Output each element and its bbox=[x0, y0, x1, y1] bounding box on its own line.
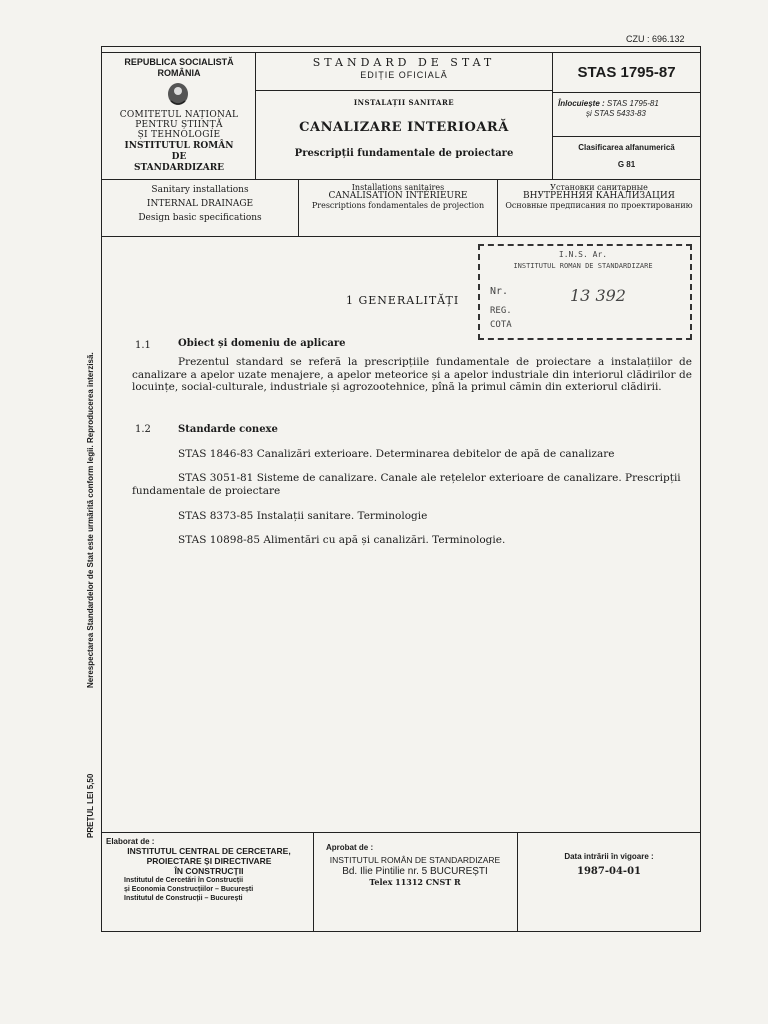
stas-number: STAS 1795-87 bbox=[577, 64, 676, 81]
ru-line-2: ВНУТРЕННЯЯ КАНАЛИЗАЦИЯ bbox=[523, 191, 675, 201]
translation-ru bbox=[498, 183, 700, 210]
classification-label: Clasificarea alfanumerică bbox=[578, 143, 675, 152]
elaborat-small-3: Institutul de Construcții – București bbox=[124, 895, 243, 902]
elaborat-line-3: ÎN CONSTRUCȚII bbox=[174, 866, 244, 876]
committee-block bbox=[104, 110, 254, 140]
elaborat-block bbox=[106, 846, 312, 876]
elaborat-line-1: INSTITUTUL CENTRAL DE CERCETARE, bbox=[127, 846, 291, 856]
classification-value: G 81 bbox=[617, 160, 636, 169]
header-bottom-rule bbox=[101, 179, 701, 180]
aprobat-line-1: INSTITUTUL ROMÂN DE STANDARDIZARE bbox=[329, 855, 501, 865]
fr-line-1: Installations sanitaires bbox=[351, 183, 445, 192]
committee-line-2: PENTRU ȘTIINȚĂ bbox=[135, 120, 223, 130]
registration-stamp bbox=[478, 244, 692, 340]
country-block bbox=[104, 57, 254, 79]
reference-3: STAS 8373-85 Instalații sanitare. Terminologie bbox=[178, 510, 428, 522]
ru-line-1: Установки санитарные bbox=[550, 183, 648, 192]
stamp-nr-value: 13 392 bbox=[570, 286, 626, 305]
stamp-reg-label: REG. bbox=[490, 306, 512, 316]
translations-bottom-rule bbox=[101, 236, 701, 237]
en-line-3: Design basic specifications bbox=[138, 213, 262, 223]
elaborat-small-2: și Economia Construcțiilor – București bbox=[124, 886, 254, 893]
elaborat-line-2: PROIECTARE ȘI DIRECTIVARE bbox=[146, 856, 272, 866]
category: INSTALAȚII SANITARE bbox=[353, 98, 455, 107]
elaborat-small-block bbox=[124, 876, 314, 903]
institute-line-1: INSTITUTUL ROMÂN bbox=[124, 141, 234, 151]
committee-line-1: COMITETUL NAȚIONAL bbox=[119, 110, 239, 120]
czu-code: CZU : 696.132 bbox=[626, 34, 685, 44]
document-title: CANALIZARE INTERIOARĂ bbox=[299, 120, 509, 135]
inlocuieste-rule bbox=[552, 136, 700, 137]
frame-top bbox=[101, 46, 701, 47]
footer-divider-2 bbox=[517, 832, 518, 931]
elaborat-label: Elaborat de : bbox=[106, 837, 155, 846]
subsection-1-paragraph: Prezentul standard se referă la prescripțiile fundamentale de proiectare a instalațiilor de canalizare a apelor uzate menajere, a apelor meteorice și a apelor industriale din interiorul clădirilor de locuințe, social-culturale, industriale și agrozootehnice, pînă la primul cămin din exteriorul clădirii. bbox=[132, 356, 692, 393]
document-subtitle: Prescripții fundamentale de proiectare bbox=[294, 148, 514, 159]
section-heading: 1 GENERALITĂȚI bbox=[346, 294, 460, 307]
coat-of-arms-icon bbox=[166, 81, 190, 107]
translation-en bbox=[102, 185, 298, 224]
replaces-block bbox=[558, 99, 698, 119]
country-line-2: ROMÂNIA bbox=[157, 68, 201, 78]
header-mid-rule bbox=[255, 90, 552, 91]
aprobat-line-3: Telex 11312 CNST R bbox=[369, 877, 461, 887]
fr-line-3: Prescriptions fondamentales de projection bbox=[311, 201, 485, 210]
aprobat-label: Aprobat de : bbox=[326, 843, 374, 852]
subsection-1-title: Obiect și domeniu de aplicare bbox=[178, 338, 346, 349]
country-line-1: REPUBLICA SOCIALISTĂ bbox=[124, 57, 234, 67]
standard-de-stat: STANDARD DE STAT bbox=[312, 56, 496, 69]
replaces-value-2: și STAS 5433-83 bbox=[586, 109, 646, 118]
institute-line-2: DE bbox=[171, 152, 187, 162]
en-line-2: INTERNAL DRAINAGE bbox=[146, 199, 254, 209]
subsection-2-title: Standarde conexe bbox=[178, 424, 278, 435]
side-note: Nerespectarea Standardelor de Stat este urmărită conform legii. Reproducerea interzisă. bbox=[86, 352, 95, 688]
stamp-line-1: I.N.S. Ar. bbox=[558, 250, 608, 259]
institute-line-3: STANDARDIZARE bbox=[133, 163, 225, 173]
footer-top-rule bbox=[101, 832, 701, 833]
aprobat-line-2: Bd. Ilie Pintilie nr. 5 BUCUREȘTI bbox=[342, 866, 488, 877]
reference-1: STAS 1846-83 Canalizări exterioare. Determinarea debitelor de apă de canalizare bbox=[178, 448, 615, 460]
vigoare-label: Data intrării în vigoare : bbox=[564, 852, 654, 861]
ru-line-3: Основные предписания по проектированию bbox=[505, 201, 693, 210]
aprobat-block bbox=[314, 855, 516, 888]
editie-oficiala: EDIȚIE OFICIALĂ bbox=[360, 70, 448, 80]
stamp-cota-label: COTA bbox=[490, 320, 512, 330]
institute-block bbox=[104, 141, 254, 174]
subsection-2-number: 1.2 bbox=[135, 424, 151, 435]
frame-bottom bbox=[101, 931, 701, 932]
stamp-line-2: INSTITUTUL ROMAN DE STANDARDIZARE bbox=[513, 262, 653, 270]
replaces-label: Înlocuiește : bbox=[558, 99, 605, 108]
stas-rule bbox=[552, 92, 700, 93]
subsection-1-number: 1.1 bbox=[135, 340, 151, 351]
reference-2: STAS 3051-81 Sisteme de canalizare. Canale ale rețelelor exterioare de canalizare. Prescripții fundamentale de proiectare bbox=[132, 472, 681, 497]
en-line-1: Sanitary installations bbox=[151, 185, 249, 195]
vigoare-date: 1987-04-01 bbox=[577, 866, 641, 877]
reference-4: STAS 10898-85 Alimentări cu apă și canalizări. Terminologie. bbox=[178, 534, 506, 546]
replaces-value-1: STAS 1795-81 bbox=[606, 99, 659, 108]
elaborat-small-1: Institutul de Cercetări în Construcții bbox=[124, 877, 244, 884]
translation-fr bbox=[299, 183, 497, 210]
committee-line-3: ȘI TEHNOLOGIE bbox=[137, 130, 221, 140]
subsection-1-text bbox=[132, 356, 692, 394]
stamp-nr-label: Nr. bbox=[490, 286, 509, 297]
price-label: PREȚUL LEI 5,50 bbox=[86, 773, 95, 838]
fr-line-2: CANALISATION INTÉRIEURE bbox=[328, 191, 468, 201]
header-top-rule bbox=[101, 52, 701, 53]
